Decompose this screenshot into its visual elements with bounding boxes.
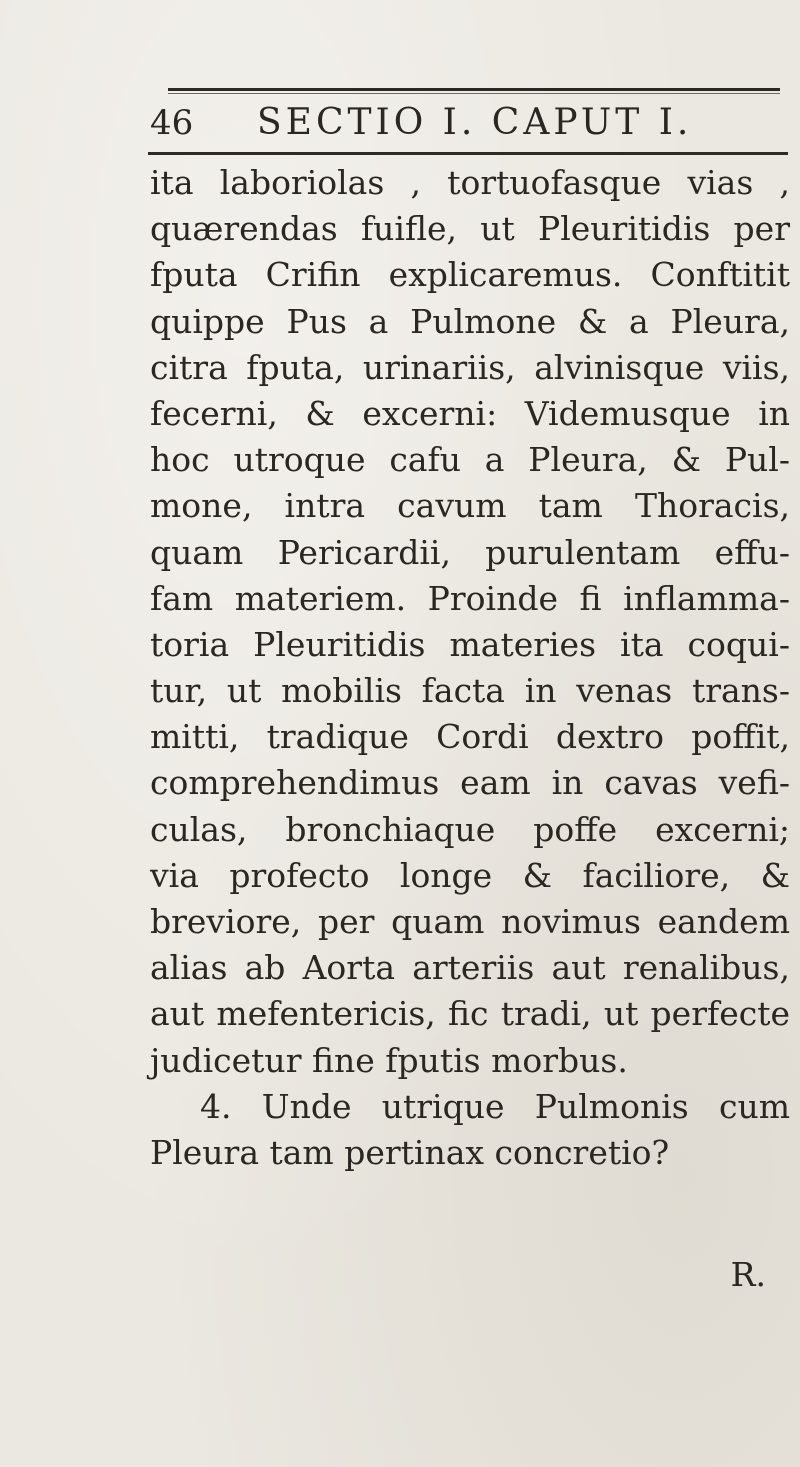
text-line: alias ab Aorta arteriis aut renalibus, xyxy=(150,948,790,988)
text-line: aut mefentericis, fic tradi, ut perfecte xyxy=(150,994,790,1034)
text-line: mone, intra cavum tam Thoracis, xyxy=(150,486,790,526)
text-line: fecerni, & excerni: Videmusque in xyxy=(150,393,790,433)
text-line: culas, bronchiaque poffe excerni; xyxy=(150,809,790,849)
top-rule xyxy=(168,88,780,91)
page-number: 46 xyxy=(150,103,194,143)
text-line: toria Pleuritidis materies ita coqui- xyxy=(150,624,790,664)
text-line: fputa Crifin explicaremus. Conftitit xyxy=(150,255,790,295)
text-line: via profecto longe & faciliore, & xyxy=(150,855,790,895)
page-header xyxy=(150,98,780,148)
text-line: hoc utroque cafu a Pleura, & Pul- xyxy=(150,440,790,480)
body-text xyxy=(150,160,790,1176)
text-line: ita laboriolas , tortuofasque vias , xyxy=(150,163,790,202)
text-line: breviore, per quam novimus eandem xyxy=(150,902,790,941)
running-head: SECTIO I. CAPUT I. xyxy=(257,102,693,143)
question-line: Pleura tam pertinax concretio? xyxy=(150,1132,670,1172)
catchword: R. xyxy=(730,1255,766,1294)
text-line: tur, ut mobilis facta in venas trans- xyxy=(150,671,790,711)
text-line: judicetur fine fputis morbus. xyxy=(150,1040,628,1080)
text-line: citra fputa, urinariis, alvinisque viis, xyxy=(150,347,790,387)
text-line: quam Pericardii, purulentam effu- xyxy=(150,532,790,572)
text-line: fam materiem. Proinde fi inflamma- xyxy=(150,578,790,618)
question-line: 4. Unde utrique Pulmonis cum xyxy=(200,1086,790,1126)
text-line: quærendas fuifle, ut Pleuritidis per xyxy=(150,209,790,249)
text-line: mitti, tradique Cordi dextro poffit, xyxy=(150,717,790,757)
text-line: comprehendimus eam in cavas vefi- xyxy=(150,763,790,803)
header-rule xyxy=(148,152,788,155)
text-line: quippe Pus a Pulmone & a Pleura, xyxy=(150,301,790,341)
top-rule-thin xyxy=(168,93,780,94)
